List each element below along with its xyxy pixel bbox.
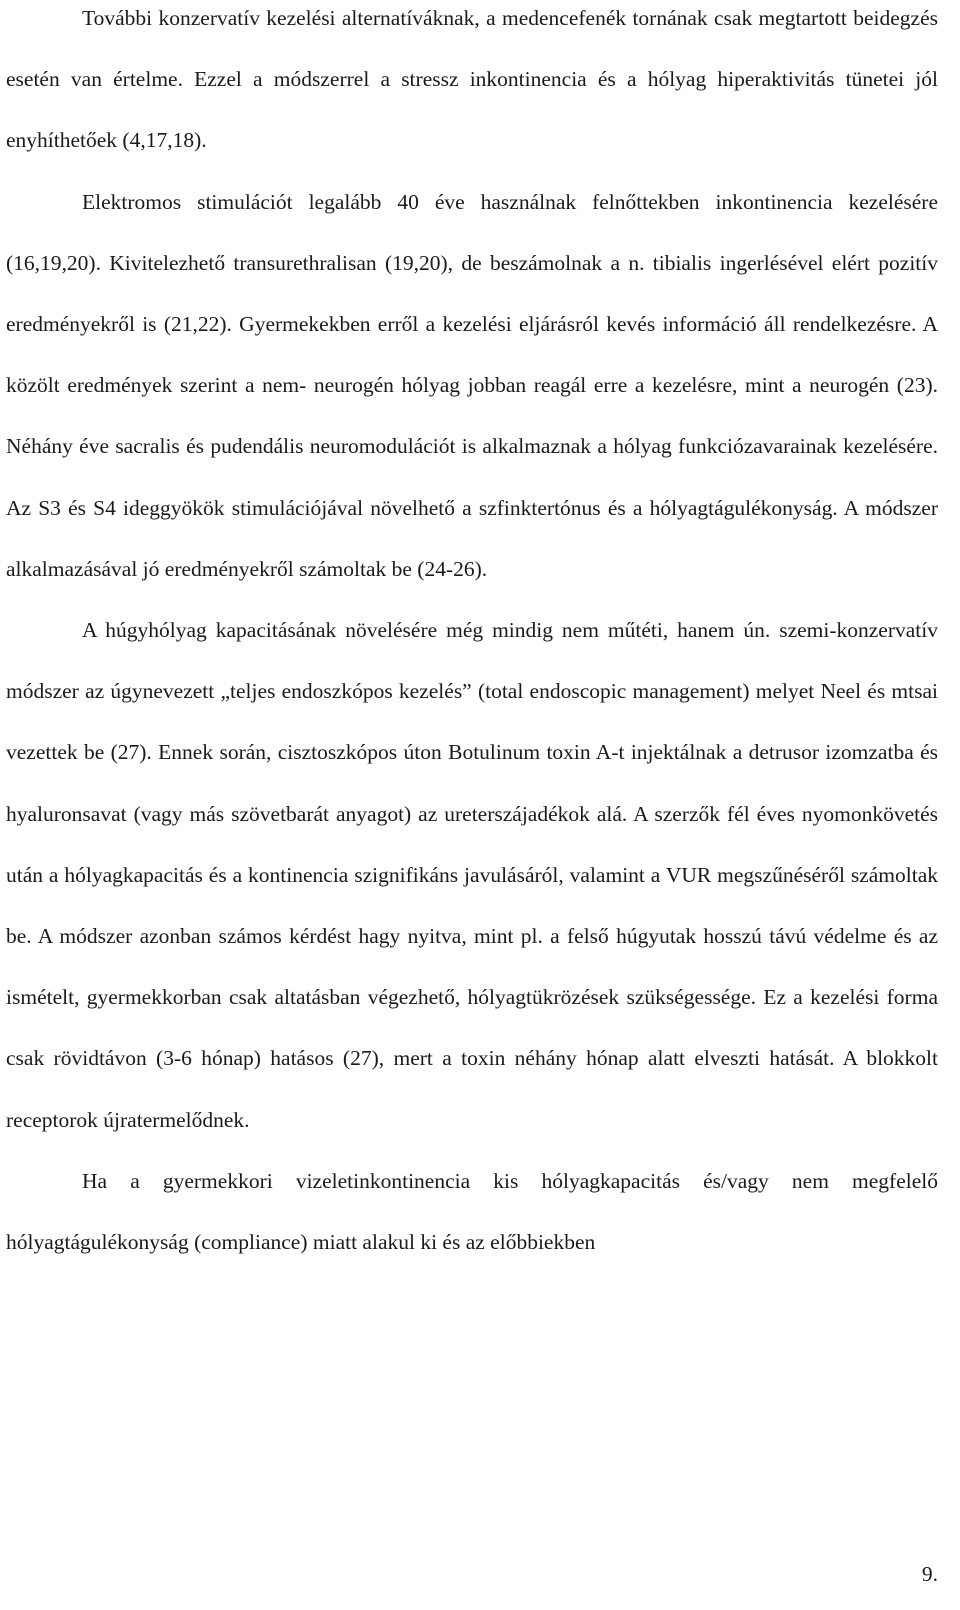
paragraph-conservative-alternatives: További konzervatív kezelési alternatíváknak, a medencefenék tornának csak megtartott beidegzés esetén van értelme. Ezzel a módszerrel a stressz inkontinencia és a hólyag hiperaktivitás tünetei jól enyhíthetőek (4,17,18). — [6, 6, 938, 153]
page-number: 9. — [921, 1562, 938, 1586]
paragraph-small-bladder-capacity: Ha a gyermekkori vizeletinkontinencia kis hólyagkapacitás és/vagy nem megfelelő hólyagtágulékonyság (compliance) miatt alakul ki és az előbbiekben — [6, 1168, 938, 1255]
paragraph-endoscopic-management: A húgyhólyag kapacitásának növelésére még mindig nem műtéti, hanem ún. szemi-konzervatív módszer az úgynevezett „teljes endoszkópos kezelés” (total endoscopic management) melyet Neel és mtsai vezettek be (27). Ennek során, cisztoszkópos úton Botulinum toxin A-t injektálnak a detrusor izomzatba és hyaluronsavat (vagy más szövetbarát anyagot) az ureterszájadékok alá. A szerzők fél éves nyomonkövetés után a hólyagkapacitás és a kontinencia szignifikáns javulásáról, valamint a VUR megszűnéséről számoltak be. A módszer azonban számos kérdést hagy nyitva, mint pl. a felső húgyutak hosszú távú védelme és az ismételt, gyermekkorban csak altatásban végezhető, hólyagtükrözések szükségessége. Ez a kezelési forma csak rövidtávon (3-6 hónap) hatásos (27), mert a toxin néhány hónap alatt elveszti hatását. A blokkolt receptorok újratermelődnek. — [6, 618, 938, 1132]
document-page — [6, 0, 938, 1273]
paragraph-electrical-stimulation: Elektromos stimulációt legalább 40 éve használnak felnőttekben inkontinencia kezelésére (16,19,20). Kivitelezhető transurethralisan (19,20), de beszámolnak a n. tibialis ingerlésével elért pozitív eredményekről is (21,22). Gyermekekben erről a kezelési eljárásról kevés információ áll rendelkezésre. A közölt eredmények szerint a nem- neurogén hólyag jobban reagál erre a kezelésre, mint a neurogén (23). Néhány éve sacralis és pudendális neuromodulációt is alkalmaznak a hólyag funkciózavarainak kezelésére. Az S3 és S4 ideggyökök stimulációjával növelhető a szfinktertónus és a hólyagtágulékonyság. A módszer alkalmazásával jó eredményekről számoltak be (24-26). — [6, 189, 938, 581]
